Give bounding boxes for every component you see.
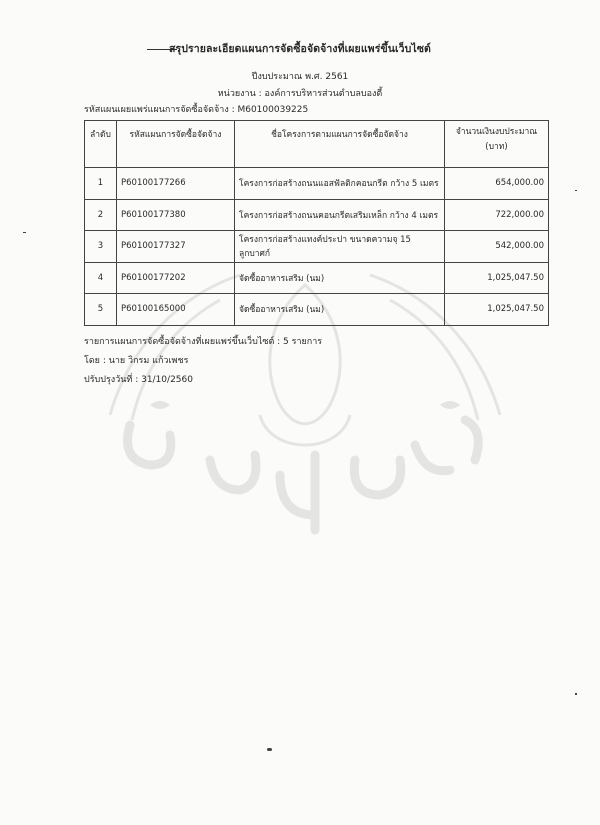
- header-amount: [445, 121, 549, 168]
- table-header-row: [85, 121, 549, 168]
- procurement-table: [84, 120, 549, 326]
- table-row: [85, 199, 549, 231]
- document-title: สรุปรายละเอียดแผนการจัดซื้อจัดจ้างที่เผยแพร่ขึ้นเว็บไซต์: [169, 43, 431, 55]
- plan-id: รหัสแผนเผยแพร่แผนการจัดซื้อจัดจ้าง : M60100039225: [84, 105, 309, 115]
- table-row: [85, 168, 549, 200]
- header-amount-line1: จำนวนเงินงบประมาณ: [455, 127, 538, 137]
- row-amount: 1,025,047.50: [445, 262, 549, 294]
- table-row: [85, 294, 549, 326]
- row-name: โครงการก่อสร้างถนนคอนกรีตเสริมเหล็ก กว้าง 4 เมตร: [235, 199, 445, 231]
- row-no: 4: [85, 262, 117, 294]
- row-amount: 654,000.00: [445, 168, 549, 200]
- row-amount: 1,025,047.50: [445, 294, 549, 326]
- summary-count: รายการแผนการจัดซื้อจัดจ้างที่เผยแพร่ขึ้นเว็บไซต์ : 5 รายการ: [84, 337, 323, 347]
- agency: หน่วยงาน : องค์การบริหารส่วนตำบลบองตี้: [217, 89, 383, 99]
- updated-date: ปรับปรุงวันที่ : 31/10/2560: [84, 375, 193, 385]
- scan-speck: [575, 190, 577, 191]
- row-code: P60100177202: [117, 262, 235, 294]
- row-name: โครงการก่อสร้างถนนแอสฟัลติกคอนกรีต กว้าง 5 เมตร: [235, 168, 445, 200]
- header-no: ลำดับ: [85, 121, 117, 168]
- table-row: [85, 262, 549, 294]
- row-no: 5: [85, 294, 117, 326]
- header-amount-line2: (บาท): [485, 142, 508, 152]
- row-code: P60100177380: [117, 199, 235, 231]
- row-code: P60100165000: [117, 294, 235, 326]
- scan-speck: [575, 693, 577, 695]
- scan-speck: [23, 232, 26, 233]
- row-amount: 542,000.00: [445, 231, 549, 263]
- row-name: จัดซื้ออาหารเสริม (นม): [235, 262, 445, 294]
- row-name: จัดซื้ออาหารเสริม (นม): [235, 294, 445, 326]
- row-no: 2: [85, 199, 117, 231]
- row-code: P60100177327: [117, 231, 235, 263]
- row-no: 1: [85, 168, 117, 200]
- fiscal-year: ปีงบประมาณ พ.ศ. 2561: [251, 72, 349, 82]
- row-no: 3: [85, 231, 117, 263]
- row-name: โครงการก่อสร้างแทงค์ประปา ขนาดความจุ 15 ลูกบาศก์: [235, 231, 445, 263]
- header-code: รหัสแผนการจัดซื้อจัดจ้าง: [117, 121, 235, 168]
- row-amount: 722,000.00: [445, 199, 549, 231]
- prepared-by: โดย : นาย วิกรม แก้วเพชร: [84, 356, 189, 366]
- row-code: P60100177266: [117, 168, 235, 200]
- scan-speck: [267, 748, 272, 751]
- header-name: ชื่อโครงการตามแผนการจัดซื้อจัดจ้าง: [235, 121, 445, 168]
- table-row: [85, 231, 549, 263]
